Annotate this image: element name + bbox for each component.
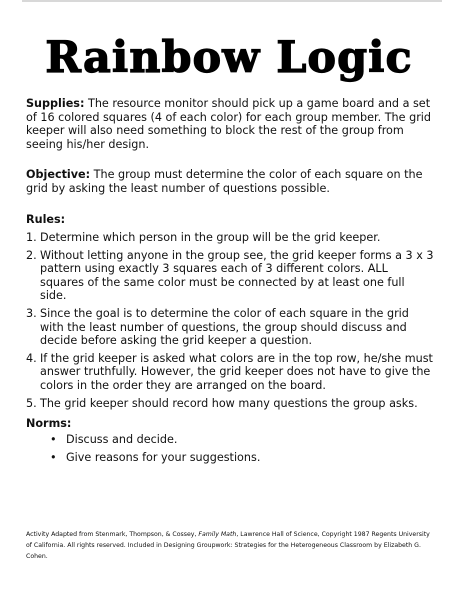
objective-section bbox=[26, 168, 434, 195]
norms-heading: Norms: bbox=[26, 417, 72, 430]
rule-text: Since the goal is to determine the color of each square in the grid with the least number of questions, the group should discuss and decide before asking the grid keeper a question. bbox=[40, 306, 409, 348]
attribution-footnote bbox=[26, 529, 436, 562]
supplies-label: Supplies: bbox=[26, 97, 85, 110]
rules-heading: Rules: bbox=[26, 213, 66, 226]
page-title: Rainbow Logic bbox=[45, 33, 413, 83]
rule-item bbox=[26, 231, 434, 245]
supplies-text: The resource monitor should pick up a game board and a set of 16 colored squares (4 of each color) for each group member. The grid keeper will also need something to block the rest of the group from seeing his/her design. bbox=[26, 97, 431, 151]
norms-list bbox=[50, 433, 430, 468]
objective-text: The group must determine the color of each square on the grid by asking the least number of questions possible. bbox=[26, 168, 423, 195]
norm-item bbox=[50, 451, 430, 465]
rule-item bbox=[26, 397, 434, 411]
rule-item bbox=[26, 307, 434, 348]
rule-item bbox=[26, 352, 434, 393]
credit-text-end: , Lawrence Hall of Science, Copyright 1987 Regents University of California. All rights reserved. Included in Designing Groupwork: Strategies for the Heterogeneous Classroom by Elizabeth G. Cohen. bbox=[26, 531, 430, 560]
norm-item bbox=[50, 433, 430, 447]
objective-label: Objective: bbox=[26, 168, 91, 181]
top-divider bbox=[22, 0, 442, 2]
rule-text: Without letting anyone in the group see, the grid keeper forms a 3 x 3 pattern using exactly 3 squares each of 3 different colors. ALL squares of the same color must be connected by at least one full side. bbox=[40, 248, 434, 303]
credit-book-title: Family Math bbox=[198, 531, 237, 538]
rule-number: 4. bbox=[26, 351, 37, 365]
rule-item bbox=[26, 249, 434, 303]
norm-text: Discuss and decide. bbox=[66, 433, 178, 446]
bullet-icon: • bbox=[50, 433, 57, 446]
rule-number: 5. bbox=[26, 396, 37, 410]
rule-number: 1. bbox=[26, 231, 37, 244]
bullet-icon: • bbox=[50, 450, 57, 464]
rule-text: The grid keeper should record how many questions the group asks. bbox=[40, 396, 418, 410]
rules-list bbox=[26, 231, 434, 414]
rule-text: Determine which person in the group will be the grid keeper. bbox=[40, 231, 381, 244]
supplies-section bbox=[26, 97, 434, 151]
rule-text: If the grid keeper is asked what colors are in the top row, he/she must answer truthfully. However, the grid keeper does not have to give the colors in the order they are arranged on the board. bbox=[40, 351, 433, 392]
rule-number: 2. bbox=[26, 248, 37, 262]
credit-text-start: Activity Adapted from Stenmark, Thompson, & Cossey, bbox=[26, 531, 199, 538]
norm-text: Give reasons for your suggestions. bbox=[66, 450, 261, 464]
rule-number: 3. bbox=[26, 306, 37, 320]
